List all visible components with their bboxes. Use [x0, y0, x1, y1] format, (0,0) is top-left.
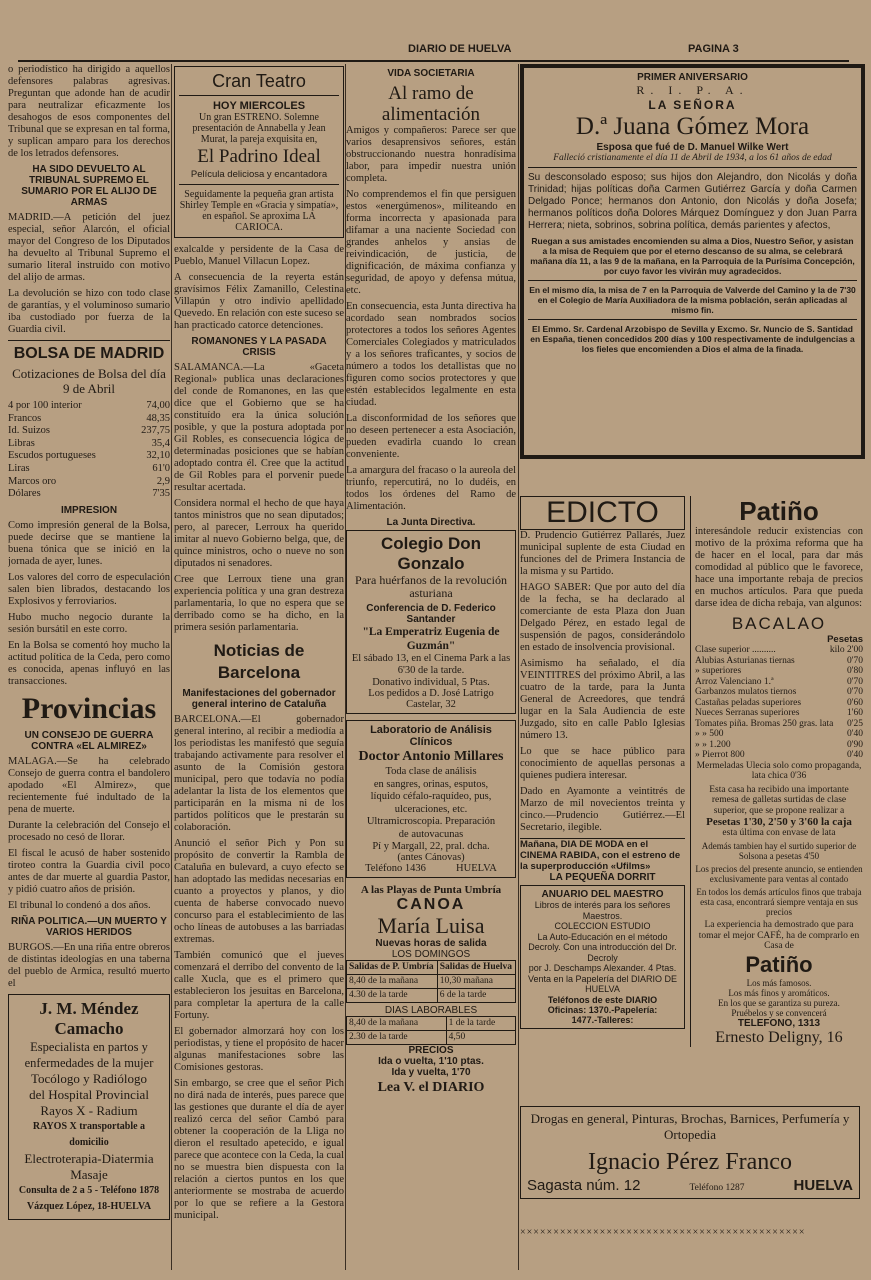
divider — [528, 319, 857, 320]
lab-title: Laboratorio de Análisis Clínicos — [370, 724, 492, 748]
article-text: BURGOS.—En una riña entre obreros de distintas ideologías en una taberna del pueblo de Armica, resultó muerto el — [8, 941, 170, 989]
fallecio: Falleció cristianamente el día 11 de Abril de 1934, a los 61 años de edad — [553, 153, 832, 163]
column-4 — [520, 64, 865, 1272]
theatre-day: HOY MIERCOLES — [212, 100, 306, 112]
schedule-head: Salidas de P. Umbría — [347, 961, 438, 975]
article-text: La devolución se hizo con todo clase de garantías, y el voluminoso sumario iba custodiado por fuerza de la Guardia civil. — [8, 288, 170, 335]
oferta-price: Pesetas 1'30, 2'50 y 3'60 la caja — [706, 816, 852, 828]
boat-name: María Luisa — [377, 913, 485, 938]
price-value: 0'90 — [847, 739, 863, 750]
ad-line: Masaje — [70, 1166, 108, 1182]
provincias-title: Provincias — [21, 691, 157, 725]
column-3 — [346, 64, 516, 1272]
patino-name: Patiño — [739, 496, 819, 526]
stock-name: Escudos portugueses — [8, 450, 96, 462]
oferta: Los precios del presente anuncio, se entienden exclusivamente para ventas al contado — [695, 864, 863, 884]
drogas: Drogas en general, Pinturas, Brochas, Barnices, Perfumería y Ortopedia — [530, 1111, 850, 1142]
precio: Ida y vuelta, 1'70 — [391, 1067, 471, 1078]
theatre-text: Seguidamente la pequeña gran artista Shirley Temple en «Gracia y simpatía», en español. Se aproxima LA CARIOCA. — [179, 189, 339, 233]
paper-name: DIARIO DE HUELVA — [408, 43, 512, 55]
lab-line: de autovacunas — [398, 828, 464, 840]
ignacio-address: Sagasta núm. 12 — [527, 1177, 641, 1194]
stock-value: 32,10 — [146, 450, 170, 462]
stock-list — [8, 400, 170, 501]
lab-city: HUELVA — [456, 863, 497, 874]
lab-phone: Teléfono 1436 — [365, 863, 426, 874]
esposa: Esposa que fué de D. Manuel Wilke Wert — [596, 142, 789, 153]
stock-row — [8, 400, 170, 413]
theatre-ad — [174, 66, 344, 238]
article-text: Hubo mucho negocio durante la sesión bursátil en este corro. — [8, 611, 170, 635]
ad-line: Tocólogo y Radiólogo — [30, 1070, 148, 1086]
stock-row — [8, 450, 170, 463]
article-text: El tribunal lo condenó a dos años. — [8, 899, 151, 911]
mermelada: Mermeladas Ulecia solo como propaganda, lata chica 0'36 — [696, 760, 862, 781]
bolsa-subtitle: Cotizaciones de Bolsa del día 9 de Abril — [12, 366, 166, 396]
family: Su desconsolado esposo; sus hijos don Alejandro, don Nicolás y doña Trinidad; hijas políticas doña Carmen Gutiérrez García y doña Carmen Delgado Ponce; hermanos don Antonio, don Nicolás y doña Josefa; hermanos políticos doña Dolores Márquez Domínguez y don Juan Parra Herrera; nieta, sobrinos, sobrina política, demás parientes y afectos, — [528, 172, 857, 231]
headline: ROMANONES Y LA PASADA CRISIS — [191, 336, 327, 358]
price-row — [695, 656, 863, 667]
price-value: kilo 2'00 — [829, 645, 863, 655]
article-text: También comunicó que el jueves comenzará el derribo del convento de la calle Xucla, que es el primero que establecieron los jesuitas en Barcelona, para completar la apertura de la calle Fortuny. — [174, 950, 344, 1021]
price-list — [695, 645, 863, 761]
page-header — [18, 40, 849, 62]
price-row — [695, 719, 863, 730]
article-text: Cree que Lerroux tiene una gran experiencia política y una gran destreza parlamentaria, lo que no espera que se derribado como se ha dicho, en la primera sesión parlamentaria. — [174, 574, 344, 633]
address: Castelar, 32 — [406, 699, 456, 710]
article-text: SALAMANCA.—La «Gaceta Regional» publica unas declaraciones del conde de Romanones, en las que dice que el Gobierno que se ha constituído era la única solución posible, y que la postura adoptada por Gil Robles, es consecuencia lógica de determinadas posiciones que se habían adoptado contra él. Cree que la actitud de Gil Robles para el porvenir puede resultar acertada. — [174, 362, 344, 493]
price-item: » » 500 — [695, 729, 724, 739]
ad-line: Especialista en partos y — [30, 1039, 148, 1054]
price-item: Castañas peladas superiores — [695, 697, 802, 708]
stock-value: 74,00 — [146, 400, 170, 411]
stock-row — [8, 463, 170, 476]
price-item: Alubias Asturianas tiernas — [695, 655, 795, 666]
article-text: MALAGA.—Se ha celebrado Consejo de guerra contra el bandolero apodado «El Almirez», que recientemente fué indultado de la pena de muerte. — [8, 755, 170, 815]
schedule-cell: 1 de la tarde — [446, 1017, 515, 1031]
anuario: ANUARIO DEL MAESTRO — [541, 889, 664, 900]
deceased-name: D.ª Juana Gómez Mora — [575, 113, 810, 140]
price-row — [695, 740, 863, 751]
article-title: Al ramo de alimentación — [381, 83, 481, 125]
article-text: El gobernador almorzará hoy con los periodistas, y tiene el propósito de hacer algunas manifestaciones sobre las Comisiones gestoras. — [174, 1026, 344, 1073]
anuario-lines — [524, 900, 681, 995]
article-text: Sin embargo, se cree que el señor Pich no dirá nada de interés, pues parece que las gestiones que durante el día de ayer realizó cerca del señor Cambó para obtener la cooperación de la Lliga no dieron el resultado apetecido, e igual parece que acontece con la Ceda, la cual no se muestra bien dispuesta con la relación a ciertos puntos en los que anteriormente se mostraba de acuerdo por lo que se refiere a la Gestora municipal. — [174, 1078, 344, 1221]
doctor-ad-lines — [13, 1039, 165, 1215]
price-value: 0'25 — [847, 718, 863, 729]
price-item: Arroz Valenciano 1.ª — [695, 676, 774, 687]
tel: 1477.-Talleres: — [571, 1014, 634, 1025]
stock-name: Marcos oro — [8, 475, 57, 487]
divider — [8, 340, 170, 341]
stock-value: 61'0 — [152, 462, 170, 474]
stock-row — [8, 438, 170, 451]
divider — [179, 184, 339, 185]
ad-line: Rayos X - Radium — [40, 1102, 138, 1118]
stock-name: Liras — [8, 462, 30, 474]
anuario-ad — [520, 885, 685, 1029]
schedule-cell: 4.30 de la tarde — [347, 989, 438, 1003]
stock-value: 237,75 — [141, 425, 170, 437]
price-row — [695, 687, 863, 698]
weekday-schedule — [346, 1016, 516, 1045]
divider — [528, 167, 857, 168]
price-row — [695, 729, 863, 740]
article-text: Como impresión general de la Bolsa, puede decirse que se mantiene la buena tónica que se inició en la jornada de ayer, lunes. — [8, 519, 170, 567]
lab-doctor: Doctor Antonio Millares — [358, 749, 504, 764]
colegio-name: Colegio Don Gonzalo — [380, 534, 482, 573]
patino-line: Pruébelos y se convencerá — [731, 1007, 827, 1018]
ruegan: Ruegan a sus amistades encomienden su alma a Dios, Nuestro Señor, y asistan a la misa de Requiem que por el eterno descanso de su alma, se celebrará mañana día 11, a las 9 de la mañana, en la Parroquia de la Purísima Concepción, por cuyo favor les vivirán muy agradecidos. — [530, 236, 855, 276]
ad-line: del Hospital Provincial — [29, 1086, 149, 1102]
film-subtitle: Película deliciosa y encantadora — [190, 169, 328, 180]
column-2 — [174, 64, 344, 1272]
playas: A las Playas de Punta Umbría — [360, 884, 502, 896]
price-value: 0'70 — [847, 687, 863, 697]
oferta: Esta casa ha recibido una importante remesa de galletas surtidas de clase superior, que se propone realizar a — [709, 784, 849, 816]
stock-name: Francos — [8, 412, 42, 424]
price-value: 0'60 — [847, 697, 863, 708]
anniversary: PRIMER ANIVERSARIO — [637, 72, 748, 83]
anuario-line: por J. Deschamps Alexander. 4 Ptas. — [528, 963, 677, 973]
anuario-line: Libros de interés para los señores Maestros. — [534, 900, 671, 921]
article-text: MADRID.—A petición del juez especial, señor Alarcón, el oficial mayor del Congreso de los Diputados ha devuelto al Tribunal Supremo el sumario literal instruido con motivo del alijo de armas. — [8, 212, 170, 283]
sunday-schedule — [346, 960, 516, 1003]
schedule-cell: 2.30 de la tarde — [347, 1031, 447, 1045]
ignacio-phone: Teléfono 1287 — [689, 1183, 745, 1193]
ignacio-contact — [527, 1177, 853, 1194]
patino-address: Ernesto Deligny, 16 — [715, 1028, 843, 1046]
article-text: La disconformidad de los señores que no deseen pertenecer a esta Asociación, pueden evadirla cuando lo crean conveniente. — [346, 413, 516, 460]
article-text: Durante la celebración del Consejo el procesado no cesó de llorar. — [8, 819, 170, 843]
edicto-text: Dado en Ayamonte a veintitrés de Marzo de mil novecientos treinta y cinco.—Prudencio Gutiérrez.—El Secretario, ilegible. — [520, 786, 685, 833]
pedidos: Los pedidos a D. José Latrigo — [368, 688, 494, 699]
price-item: » » 1.200 — [695, 739, 731, 750]
column-rule — [518, 64, 519, 1270]
theatre-text: Un gran ESTRENO. Solemne presentación de Annabella y Jean Murat, la pareja exquisita en, — [192, 112, 326, 145]
schedule-cell: 6 de la tarde — [437, 989, 515, 1003]
edicto — [520, 496, 685, 1035]
article-text: A consecuencia de la reyerta están gravísimos Félix Zamanillo, Celestina Villapún y otro indivio apellidado Quevedo. En relación con este suceso se han practicado catorce detenciones. — [174, 272, 344, 331]
price-item: » Pierrot 800 — [695, 750, 745, 760]
cafe: La experiencia ha demostrado que para tomar el mejor CAFÉ, ha de comprarlo en Casa de — [698, 920, 860, 951]
patino-line: Los más famosos. — [746, 977, 812, 988]
stock-name: Libras — [8, 437, 35, 449]
ad-line: enfermedades de la mujer — [24, 1055, 154, 1070]
price-item: Nueces Serranas superiores — [695, 708, 800, 718]
noticias-title: Noticias de Barcelona — [213, 641, 305, 682]
ignacio-name: Ignacio Pérez Franco — [588, 1149, 792, 1175]
price-row — [695, 666, 863, 677]
section-label: VIDA SOCIETARIA — [387, 68, 475, 79]
divider — [528, 280, 857, 281]
headline: IMPRESION — [60, 504, 118, 516]
article-text: En consecuencia, esta Junta directiva ha acordado sean nombrados socios protectores a todos los señores Agentes Comerciales Colegiados y matriculados y a los señores traficantes, y socios de número a todos los detallistas que no figuren como socios protectores y que estén establecidos legalmente en esta ciudad. — [346, 301, 516, 408]
patino-line: En los que se garantiza su pureza. — [718, 997, 840, 1008]
rip: R. I. P. A. — [636, 83, 749, 97]
doctor-name: J. M. Méndez Camacho — [39, 998, 139, 1038]
stock-value: 48,35 — [146, 412, 170, 424]
headline: UN CONSEJO DE GUERRA CONTRA «EL ALMIREZ» — [24, 729, 154, 752]
donativo: Donativo individual, 5 Ptas. — [372, 677, 490, 688]
lab-address: Pí y Margall, 22, pral. dcha. — [372, 841, 490, 852]
misa: En el mismo día, la misa de 7 en la Parroquia de Valverde del Camino y la de 7'30 en el Colegio de María Auxiliadora de la misma población, serán aplicadas al mismo fin. — [529, 285, 856, 315]
ad-line: Vázquez López, 18-HUELVA — [26, 1200, 152, 1212]
precios: PRECIOS — [408, 1045, 454, 1056]
patino-text: interesándole reducir existencias con motivo de la próxima reforma que ha de hacer en el local, para dar más comodidad al público que le favorece, hace una importante rebaja de precios en muchos artículos. Para que pueda darse idea de dicha rebaja, van algunos: — [695, 526, 863, 609]
price-value: 0'80 — [847, 666, 863, 676]
cinema-rabida: Mañana, DIA DE MODA en el CINEMA RABIDA, con el estreno de la superproducción «Ufilms» — [520, 838, 685, 872]
horas: Nuevas horas de salida — [375, 938, 487, 949]
article-text: Los valores del corro de especulación salen bien librados, destacando los Explosivos y ferroviarios. — [8, 571, 170, 607]
price-item: » superiores — [695, 666, 742, 676]
lab-contact — [350, 863, 512, 874]
bacalao: BACALAO — [731, 614, 827, 633]
article-text: BARCELONA.—El gobernador general interino, al recibir a mediodía a los periodistas les manifestó que seguía trabajando activamente para resolver el asunto de la Comisión gestora municipal, pero que todavía no podía adelantar la lista de los elementos que participarán en la misma ni de los partidos políticos que le prestarán su colaboración. — [174, 714, 344, 833]
page-number: PAGINA 3 — [688, 43, 739, 55]
price-item: Tomates piña. Bromas 250 gras. lata — [695, 718, 834, 729]
article-text: Amigos y compañeros: Parece ser que varios desaprensivos señores, están obstruccionando nuestra honradísima labor, para impedir nuestra unión completa. — [346, 125, 516, 184]
edicto-text: Asimismo ha señalado, el día VEINTITRES del próximo Abril, a las cuatro de la tarde, para la Junta General de Acreedores, que tendrá lugar en la Sala Audiencia de este Juzgado, sito en calle Pablo Iglesias número 13. — [520, 658, 685, 741]
price-row — [695, 645, 863, 656]
headline: Manifestaciones del gobernador general interino de Cataluña — [182, 688, 336, 710]
death-notice — [520, 64, 865, 459]
patino-name: Patiño — [745, 951, 813, 977]
article-text: Considera normal el hecho de que haya tantos ministros que no sean diputados; pero, al parecer, Lerroux ha querido imitar al nuevo Gobierno belga, que, de quince ministros, ocho o nueve no son diputados ni senadores. — [174, 498, 344, 569]
schedule-cell: 10,30 mañana — [437, 975, 515, 989]
lab-line: ulceraciones, etc. — [394, 803, 468, 815]
ad-line: Consulta de 2 a 5 - Teléfono 1878 — [18, 1184, 160, 1196]
oferta: En todos los demás artículos finos que trabaja esta casa, encontrará siempre ventaja en sus precios — [696, 887, 862, 917]
anuario-line: La Auto-Educación en el método Decroly. Con una introducción del Dr. Decroly — [528, 931, 677, 963]
lab-line: líquido céfalo-raquídeo, pus, — [370, 791, 492, 802]
article-text: En la Bolsa se comentó hoy mucho la actitud política de la Ceda, pero como es conocida, apenas influyó en las transacciones. — [8, 639, 170, 687]
stock-row — [8, 488, 170, 501]
precio: Ida o vuelta, 1'10 ptas. — [378, 1056, 484, 1067]
lea-diario: Lea V. el DIARIO — [377, 1080, 485, 1095]
patino-ad — [690, 496, 863, 1047]
conference-title: "La Emperatriz Eugenia de Guzmán" — [362, 626, 500, 652]
colegio-subtitle: Para huérfanos de la revolución asturiana — [355, 573, 507, 600]
price-row — [695, 698, 863, 709]
signature: La Junta Directiva. — [386, 517, 476, 528]
tel: Teléfonos de este DIARIO — [547, 994, 658, 1005]
ad-line: Electroterapia-Diatermia — [24, 1150, 154, 1166]
article-text: o periodístico ha dirigido a aquellos defensores palabras agresivas. Preguntan que adonde han de acudir para neutralizar eficazmente los desahogos de esos componentes del Tribunal que se expresan en tal forma, y suplican amparo para los derechos de los letrados defensores. — [8, 64, 170, 159]
article-text: El fiscal le acusó de haber sostenido tiroteo contra la Guardia civil poco antes de dar muerte al guardia Pastor, y pidió cuatro años de prisión. — [8, 847, 170, 895]
stock-value: 2,9 — [156, 475, 170, 487]
schedule-cell: 8,40 de la mañana — [347, 1017, 447, 1031]
stock-name: 4 por 100 interior — [8, 400, 82, 411]
patino-line: Los más finos y aromáticos. — [728, 987, 830, 998]
la-senora: LA SEÑORA — [648, 98, 737, 112]
bolsa-title: BOLSA DE MADRID — [13, 345, 165, 362]
stock-row — [8, 413, 170, 426]
price-row — [695, 708, 863, 719]
lab-line: en sangres, orinas, esputos, — [373, 778, 489, 790]
price-row — [695, 750, 863, 761]
lab-line: Ultramicroscopia. Preparación — [366, 816, 496, 827]
ignacio-city: HUELVA — [793, 1177, 853, 1194]
pesetas: Pesetas — [827, 634, 863, 645]
article-text: La amargura del fracaso o la aureola del triunfo, repercutirá, no lo dudéis, en todos los órdenes del Ramo de Alimentación. — [346, 465, 516, 512]
price-item: Garbanzos mulatos tiernos — [695, 687, 797, 697]
border-decoration: ××××××××××××××××××××××××××××××××××××××××××× — [520, 1227, 806, 1238]
laborables: DIAS LABORABLES — [384, 1005, 478, 1016]
oferta: esta última con envase de lata — [722, 828, 836, 838]
stock-value: 35,4 — [151, 437, 170, 449]
edicto-text: HAGO SABER: Que por auto del día de la fecha, se ha declarado al comerciante de esta Plaza don Juan Delgado Pérez, en estado legal de suspensión de pagos, considerándolo en estado de insolvencia provisional. — [520, 582, 685, 653]
column-1 — [8, 64, 170, 1272]
ignacio-ad — [520, 1106, 860, 1199]
edicto-title: EDICTO — [520, 496, 685, 530]
conference-time: El sábado 13, en el Cinema Park a las 6'30 de la tarde. — [351, 653, 511, 676]
anuario-line: Venta en la Papelería del DIARIO DE HUELVA — [527, 973, 678, 994]
price-value: 0'70 — [847, 655, 863, 666]
price-value: 0'40 — [847, 750, 863, 760]
lab-lines — [350, 766, 512, 841]
headline: HA SIDO DEVUELTO AL TRIBUNAL SUPREMO EL SUMARIO POR EL ALIJO DE ARMAS — [21, 164, 157, 208]
edicto-text: D. Prudencio Gutiérrez Pallarés, Juez municipal suplente de esta Ciudad en funciones del de Primera Instancia de la misma y su Partido. — [520, 530, 685, 577]
price-value: 0'70 — [847, 676, 863, 687]
theatre-name: Cran Teatro — [212, 71, 306, 91]
colegio-ad — [346, 530, 516, 714]
doctor-ad — [8, 994, 170, 1220]
ad-line: RAYOS X transportable a domicilio — [32, 1120, 146, 1148]
article-text: No comprendemos el fin que persiguen estos «energúmenos», militeando en forma incorrecta y apasionada para difamar a una naciente Sociedad con grandes anhelos y ansias de reivindicación, de justicia, de dignificación, de máxima confianza y seguridad, de apoyo y defensa mútua, etc. — [346, 189, 516, 296]
schedule-cell: 4,50 — [446, 1031, 515, 1045]
stock-value: 7'35 — [152, 488, 170, 500]
schedule-head: Salidas de Huelva — [437, 961, 515, 975]
schedule-cell: 8,40 de la mañana — [347, 975, 438, 989]
article-text: exalcalde y persidente de la Casa de Pueblo, Manuel Villacun Lopez. — [174, 244, 344, 267]
stock-row — [8, 476, 170, 489]
pequena-dorrit: LA PEQUEÑA DORRIT — [549, 872, 656, 883]
edicto-text: Lo que se hace público para conocimiento de aquellas personas a quienes pudiera interesar. — [520, 746, 685, 781]
column-rule — [171, 64, 172, 1270]
lab-ad — [346, 720, 516, 878]
article-text: Anunció el señor Pich y Pon su propósito de convertir la Rambla de Cataluña en bulevard, a cuyo efecto se han adoptado las medidas necesarias en cuanto a proyectos y planos, y dio cuenta de haberse convocado nuevo concurso para el establecimiento de las ocho líneas de autobuses a las barriadas extremas. — [174, 838, 344, 945]
canoa: CANOA — [396, 896, 466, 913]
anuario-line: COLECCION ESTUDIO — [554, 921, 651, 931]
price-value: 1'60 — [847, 708, 863, 718]
lab-line: Toda clase de análisis — [385, 766, 477, 777]
film-title: El Padrino Ideal — [197, 146, 321, 167]
indulgencias: El Emmo. Sr. Cardenal Arzobispo de Sevilla y Excmo. Sr. Nuncio de S. Santidad en España, tienen concedidos 200 días y 100 respectivamente de indulgencias a los fieles que encomienden a Dios el alma de la finada. — [530, 324, 855, 354]
headline: RIÑA POLITICA.—UN MUERTO Y VARIOS HERIDOS — [11, 915, 167, 938]
stock-row — [8, 425, 170, 438]
conference: Conferencia de D. Federico Santander — [366, 603, 496, 625]
domingos: LOS DOMINGOS — [391, 949, 471, 960]
lab-address-note: (antes Cánovas) — [397, 852, 465, 863]
price-row — [695, 677, 863, 688]
divider — [179, 95, 339, 96]
stock-name: Dólares — [8, 488, 41, 500]
stock-name: Id. Suizos — [8, 425, 50, 437]
price-item: Clase superior .......... — [695, 645, 776, 655]
patino-lines — [695, 978, 863, 1018]
price-value: 0'40 — [847, 729, 863, 739]
oferta: Además tambien hay el surtido superior de Solsona a pesetas 4'50 — [701, 841, 857, 861]
patino-phone: TELEFONO, 1313 — [737, 1017, 821, 1029]
tel: Oficinas: 1370.-Papelería: — [547, 1004, 658, 1015]
